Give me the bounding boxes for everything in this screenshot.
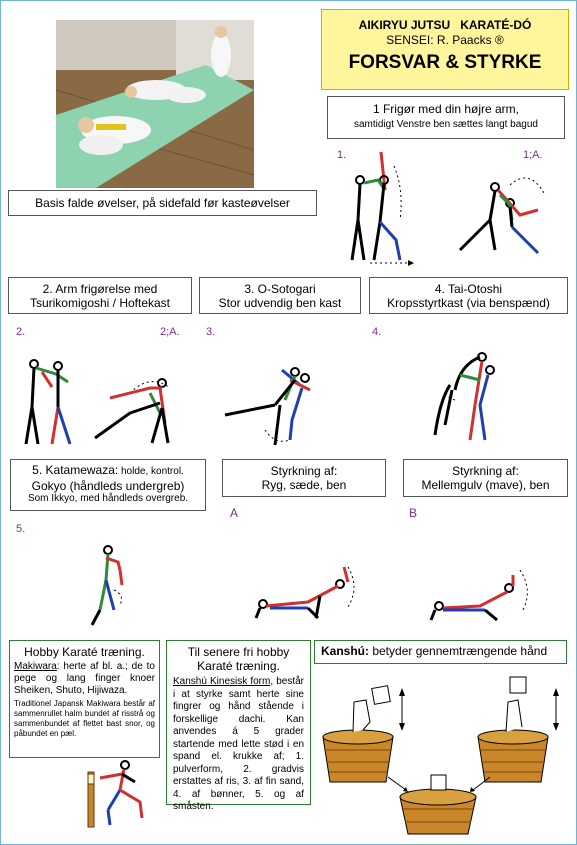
strengthA-line2: Ryg, sæde, ben — [261, 478, 347, 492]
page-title: FORSVAR & STYRKE — [348, 52, 542, 73]
step2-box — [8, 277, 192, 314]
header-line1: AIKIRYU JUTSU KARATÉ-DÓ — [358, 18, 532, 32]
step1-box — [327, 96, 565, 139]
strengthB-box — [403, 459, 568, 497]
strengthB-line1: Styrkning af: — [452, 464, 519, 478]
step3-num: 3. — [206, 326, 216, 338]
step5-box — [10, 459, 206, 511]
hobby-small-text: Traditionel Japansk Makiwara består af sammenrullet halm bundet af risstrå og sammenbundet af flettet bast snor, og påbundet en pæl. — [14, 699, 155, 738]
step3-line1: 3. O-Sotogari — [244, 282, 316, 296]
step4-figure — [410, 345, 510, 450]
strengthA-line1: Styrkning af: — [270, 464, 338, 478]
kanshu-text: betyder gennemtrængende hånd — [369, 644, 548, 658]
strengthA-figure — [248, 562, 363, 622]
makiwara-figure — [80, 760, 165, 830]
step4-line1: 4. Tai-Otoshi — [434, 282, 503, 296]
strengthA-letter: A — [230, 506, 239, 520]
step5-line2: Gokyo (håndleds undergreb) — [31, 479, 185, 493]
basket-bottom — [388, 775, 490, 834]
hobby2-text: , består i at styrke samt herte sine fingrer og hånd stående i forskellige dachi. Kan anvendes á 5 grader startende med lette stød i en spand el. krukke af; 1. pulverform, 2. gradvis erstattes af ris, 3. af fin sand, 4. af bønner, 5. og af småsten. — [173, 676, 304, 812]
kanshu-label: Kanshú: — [321, 644, 369, 658]
hobby2-title2: Karaté træning. — [197, 659, 280, 673]
step5-figure — [70, 540, 160, 630]
kanshu-basket-figure — [318, 672, 568, 837]
step5-line3: Som Ikkyo, med håndleds overgreb. — [27, 493, 189, 504]
hobby2-body — [173, 676, 304, 814]
step1-figure-a — [338, 150, 438, 270]
hobby2-kanshu-label: Kanshú Kinesisk form — [173, 676, 271, 687]
header-box — [321, 9, 569, 90]
step1-figure-b — [450, 165, 555, 265]
basket-left — [323, 686, 405, 782]
step1-title: 1 Frigør med din højre arm, — [372, 102, 520, 116]
strengthB-letter: B — [409, 506, 418, 520]
strengthB-line2: Mellemgulv (mave), ben — [421, 478, 550, 492]
photo-caption-text: Basis falde øvelser, på sidefald før kasteøvelser — [35, 196, 290, 210]
hobby-box — [9, 640, 160, 758]
step4-line2: Kropsstyrtkast (via benspænd) — [387, 296, 550, 310]
step2-num-b: 2;A. — [160, 326, 180, 338]
hobby-makiwara-label: Makiwara — [14, 661, 57, 672]
step2-line2: Tsurikomigoshi / Hoftekast — [29, 296, 171, 310]
kanshu-box — [314, 640, 567, 664]
step1-num-a: 1. — [337, 149, 347, 161]
step2-figure-b — [90, 368, 195, 448]
step3-box — [199, 277, 361, 314]
header-line2: SENSEI: R. Paacks ® — [386, 33, 504, 47]
hobby-title: Hobby Karaté træning. — [24, 645, 145, 659]
photo-caption — [8, 190, 317, 216]
strengthA-box — [222, 459, 386, 497]
hobby-makiwara-text: : herte af bl. a.; de to pege og lang finger knoer Sheiken, Shuto, Hijiwaza. — [14, 661, 155, 696]
hobby2-box — [166, 640, 311, 812]
training-photo — [56, 20, 254, 188]
basket-right — [478, 677, 559, 782]
strengthB-figure — [425, 570, 535, 625]
step1-sub: samtidigt Venstre ben sættes langt bagud — [353, 119, 538, 130]
hobby2-title1: Til senere fri hobby — [187, 645, 290, 659]
hobby-makiwara — [14, 661, 155, 697]
step2-figure-a — [12, 352, 87, 452]
step5-num: 5. — [16, 523, 26, 535]
step5-line1b: holde, kontrol. — [118, 466, 184, 477]
step2-num-a: 2. — [16, 326, 26, 338]
step5-line1a: 5. Katamewaza: — [32, 463, 119, 477]
step4-box — [369, 277, 568, 314]
step2-line1: 2. Arm frigørelse med — [42, 282, 158, 296]
step3-line2: Stor udvendig ben kast — [218, 296, 342, 310]
step4-num: 4. — [372, 326, 382, 338]
step5-line1 — [11, 463, 205, 479]
step3-figure — [220, 360, 330, 455]
step1-num-b: 1;A. — [523, 149, 543, 161]
